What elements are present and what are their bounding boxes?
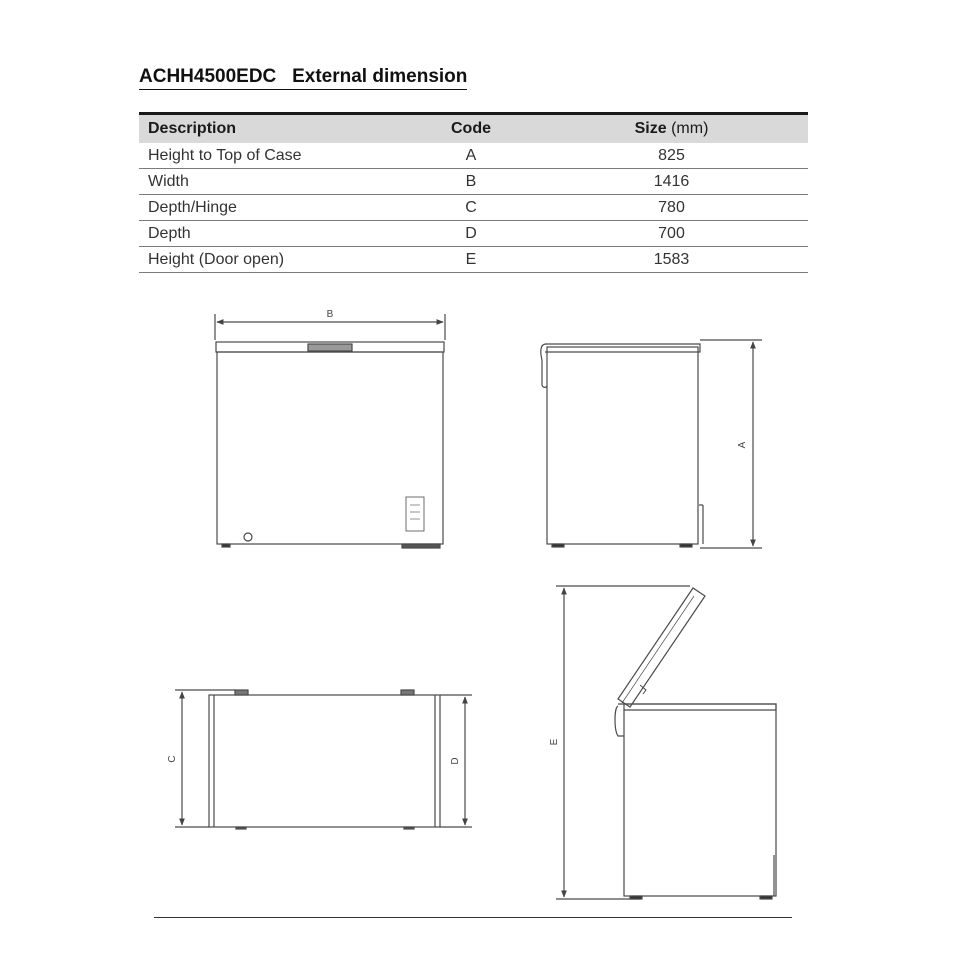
- cell-size: 700: [535, 221, 808, 247]
- dimension-label-e: E: [549, 738, 560, 746]
- cell-description: Depth/Hinge: [139, 195, 407, 221]
- front-lid-handle: [308, 344, 352, 351]
- header-size-unit: (mm): [671, 120, 709, 137]
- dimension-label-a: A: [737, 441, 748, 449]
- front-label-plate: [406, 497, 424, 531]
- front-drain-plug: [244, 533, 252, 541]
- top-view-drawing: [167, 690, 472, 829]
- dimension-label-d: D: [450, 757, 461, 765]
- front-body: [217, 352, 443, 544]
- dimension-label-c: C: [167, 755, 178, 763]
- cell-code: C: [407, 195, 535, 221]
- cell-size: 1583: [535, 247, 808, 273]
- header-code: Code: [407, 114, 535, 144]
- cell-description: Height (Door open): [139, 247, 407, 273]
- cell-description: Depth: [139, 221, 407, 247]
- front-view-drawing: [215, 309, 445, 548]
- side-view-drawing: [541, 340, 762, 548]
- dimension-label-b: B: [326, 309, 334, 320]
- cell-code: E: [407, 247, 535, 273]
- footer-rule: [154, 917, 792, 918]
- document-title: ACHH4500EDC External dimension: [139, 66, 467, 90]
- cell-size: 1416: [535, 169, 808, 195]
- cell-description: Height to Top of Case: [139, 143, 407, 169]
- cell-description: Width: [139, 169, 407, 195]
- cell-size: 780: [535, 195, 808, 221]
- top-body: [209, 695, 440, 827]
- header-size-label: Size: [634, 120, 667, 137]
- header-description: Description: [139, 114, 407, 144]
- cell-code: B: [407, 169, 535, 195]
- cell-size: 825: [535, 143, 808, 169]
- cell-code: D: [407, 221, 535, 247]
- open-body: [624, 704, 776, 896]
- open-lid-view-drawing: [549, 586, 776, 899]
- side-body: [547, 347, 698, 544]
- cell-code: A: [407, 143, 535, 169]
